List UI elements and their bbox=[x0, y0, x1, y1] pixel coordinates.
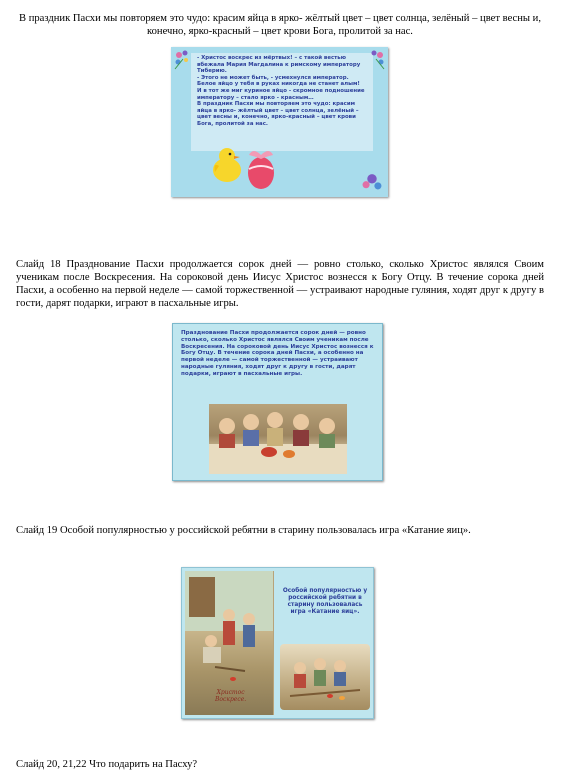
easter-table-illustration bbox=[209, 404, 347, 474]
flower-ornament-icon bbox=[173, 49, 195, 71]
slide-19-paragraph: Слайд 19 Особой популярностью у российской ребятни в старину пользовалась игра «Катание яиц». bbox=[16, 525, 471, 536]
flower-ornament-icon bbox=[359, 167, 385, 193]
easter-egg-icon bbox=[241, 147, 281, 191]
egg-rolling-postcard bbox=[185, 571, 274, 715]
slide-20-paragraph: Слайд 20, 21,22 Что подарить на Пасху? bbox=[16, 759, 198, 770]
flower-ornament-icon bbox=[364, 49, 386, 71]
slide-18-text: Празднование Пасхи продолжается сорок дней — ровно столько, сколько Христос являлся Своим ученикам после Воскресения. На сороковой день Иисус Христос вознесся к Богу Отцу. В течение сорока дней Пасхи, а особенно на первой неделе — самой торжественной — устраивают народные гуляния, ходят друг к другу в гости, дарят подарки, играют в пасхальные игры. bbox=[181, 330, 374, 377]
slide-19-text: Особой популярностью у российской ребятни в старину пользовалась игра «Катание яиц». bbox=[282, 588, 368, 615]
children-group-icon bbox=[280, 644, 370, 710]
intro-paragraph: В праздник Пасхи мы повторяем это чудо: красим яйца в ярко- жёлтый цвет – цвет солнца, зелёный – цвет весны и, конечно, ярко-красный – цвет крови Бога, пролитой за нас. bbox=[18, 13, 542, 37]
children-egg-game-illustration bbox=[280, 644, 370, 710]
slide-18-paragraph: Слайд 18 Празднование Пасхи продолжается сорок дней — ровно столько, сколько Христос являлся Своим ученикам после Воскресения. На сороковой день Иисус Христос вознесся к Богу Отцу. В течение сорока дней Пасхи, а особенно на первой неделе — самой торжественной — устраивают народные гуляния, ходят друг к другу в гости, дарят подарки, играют в пасхальные игры. bbox=[16, 259, 544, 309]
slide-19-image bbox=[181, 567, 374, 719]
people-at-table-icon bbox=[209, 404, 347, 474]
postcard-caption: Христос Воскресе. bbox=[215, 689, 247, 703]
slide-17-image bbox=[171, 47, 388, 197]
slide-17-text: - Христос воскрес из мёртвых! – с такой вестью вбежала Мария Магдалина к римскому императору Тиберию. - Этого не может быть, - усмехнулся император. Белое яйцо у тебя в руках никогда не станет алым! И в тот же миг куриное яйцо - скромное подношение императору – стало ярко - красным… В праздник Пасхи мы повторяем это чудо: красим яйца в ярко- жёлтый цвет – цвет солнца, зелёный – цвет весны и, конечно, ярко-красный – цвет крови Бога, пролитой за нас. bbox=[197, 55, 365, 127]
slide-18-image bbox=[172, 323, 383, 481]
